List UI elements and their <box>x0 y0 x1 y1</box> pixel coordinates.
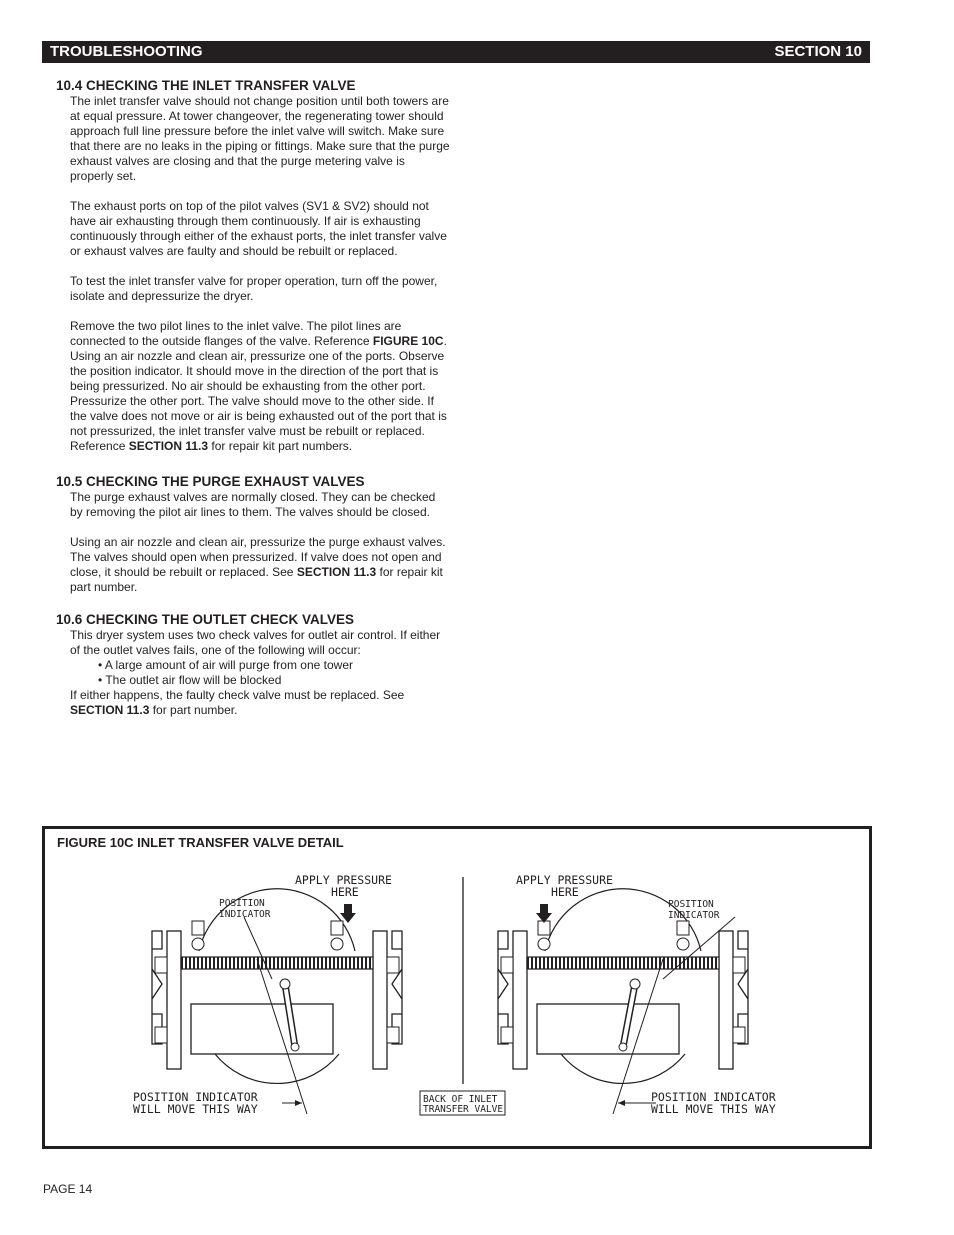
section-heading: 10.4 CHECKING THE INLET TRANSFER VALVE <box>56 78 356 93</box>
figure-title: FIGURE 10C INLET TRANSFER VALVE DETAIL <box>57 835 344 850</box>
valve-diagram <box>45 829 869 1146</box>
section-10-4 <box>56 78 451 454</box>
figure-10c-box <box>42 826 872 1149</box>
section-10-6 <box>56 612 451 718</box>
section-10-5 <box>56 474 451 595</box>
apply-pressure-label-left: APPLY PRESSURE <box>295 873 392 887</box>
page-number: PAGE 14 <box>43 1182 93 1196</box>
bullet-item: • The outlet air flow will be blocked <box>98 673 282 687</box>
paragraph: The exhaust ports on top of the pilot valves (SV1 & SV2) should not have air exhausting through them continuously. If air is exhausting continuously through either of the exhaust ports, the inlet transfer valve or exhaust valves are faulty and should be rebuilt or replaced. <box>70 199 447 258</box>
indicator-label-right: INDICATOR <box>668 910 720 921</box>
apply-pressure-label-right: APPLY PRESSURE <box>516 873 613 887</box>
header-section: SECTION 10 <box>774 43 862 60</box>
apply-pressure-here-right: HERE <box>551 885 579 899</box>
indicator-label-left: INDICATOR <box>219 909 271 920</box>
section-heading: 10.6 CHECKING THE OUTLET CHECK VALVES <box>56 612 355 627</box>
text-column <box>56 78 451 718</box>
right-valve-drawing <box>498 889 748 1114</box>
paragraph: The purge exhaust valves are normally closed. They can be checked by removing the pilot air lines to them. The valves should be closed. <box>70 490 436 519</box>
paragraph: To test the inlet transfer valve for proper operation, turn off the power, isolate and depressurize the dryer. <box>70 274 438 303</box>
header-title: TROUBLESHOOTING <box>50 43 203 60</box>
position-label-right: POSITION <box>668 899 714 910</box>
section-reference: SECTION 11.3 <box>70 703 150 717</box>
paragraph: The inlet transfer valve should not change position until both towers are at equal pressure. At tower changeover, the regenerating tower should approach full line pressure before the inlet valve will switch. Make sure that there are no leaks in the piping or fittings. Make sure that the purge exhaust valves are closing and that the purge metering valve is properly set. <box>70 94 450 183</box>
section-header-bar <box>42 41 870 63</box>
bullet-item: • A large amount of air will purge from one tower <box>98 658 353 672</box>
left-valve-drawing <box>152 889 402 1114</box>
paragraph: This dryer system uses two check valves for outlet air control. If either of the outlet valves fails, one of the following will occur: <box>70 628 441 657</box>
apply-pressure-here-left: HERE <box>331 885 359 899</box>
figure-reference: FIGURE 10C <box>372 334 444 348</box>
move-label-right-2: WILL MOVE THIS WAY <box>651 1102 776 1116</box>
paragraph: If either happens, the faulty check valve must be replaced. See SECTION 11.3 for part number. <box>70 688 405 717</box>
move-label-left-2: WILL MOVE THIS WAY <box>133 1102 258 1116</box>
paragraph: Using an air nozzle and clean air, pressurize the purge exhaust valves. The valves should open when pressurized. If valve does not open and close, it should be rebuilt or replaced. See SECTION 11.3 for repair kit part number. <box>70 535 446 594</box>
move-label-left-1: POSITION INDICATOR <box>133 1090 258 1104</box>
paragraph: Remove the two pilot lines to the inlet valve. The pilot lines are connected to the outside flanges of the valve. Reference FIGURE 10C. Using an air nozzle and clean air, pressurize one of the ports. Observe the position indicator. It should move in the direction of the port that is being pressurized. No air should be exhausting from the other port. Pressurize the other port. The valve should move to the other side. If the valve does not move or air is being exhausted out of the port that is not pressurized, the inlet transfer valve must be rebuilt or replaced. Reference SECTION 11.3 for repair kit part numbers. <box>70 319 447 453</box>
section-reference: SECTION 11.3 <box>128 439 209 453</box>
position-label-left: POSITION <box>219 898 265 909</box>
move-label-right-1: POSITION INDICATOR <box>651 1090 776 1104</box>
back-label-1: BACK OF INLET <box>423 1094 498 1105</box>
section-heading: 10.5 CHECKING THE PURGE EXHAUST VALVES <box>56 474 365 489</box>
section-reference: SECTION 11.3 <box>296 565 377 579</box>
back-label-2: TRANSFER VALVE <box>423 1104 504 1115</box>
